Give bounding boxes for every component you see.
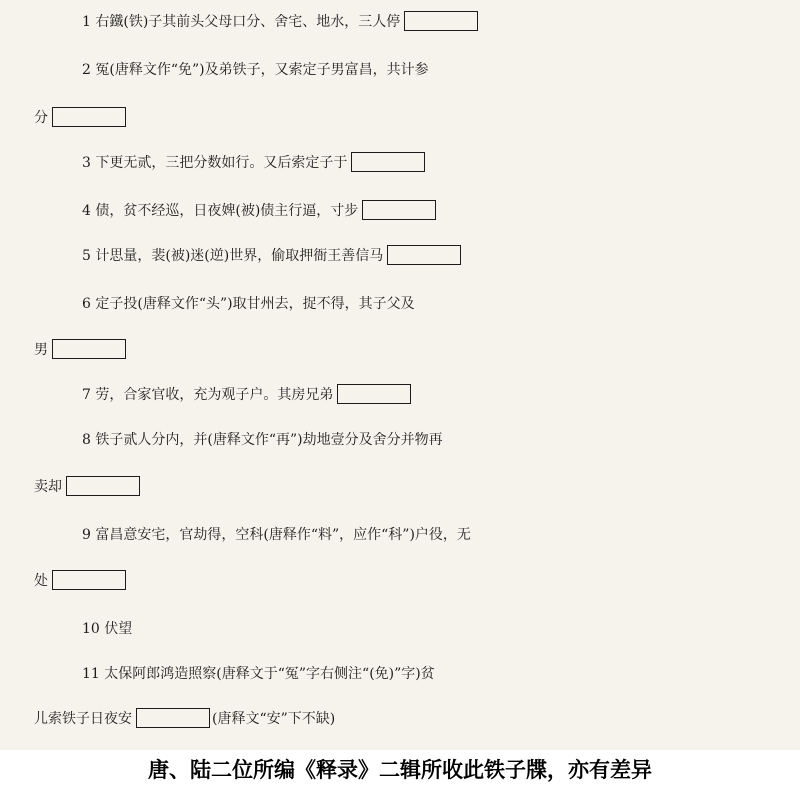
line-11 [0, 656, 800, 692]
line-text: 10 伏望 [82, 621, 133, 637]
lacuna-box [52, 570, 126, 590]
line-text: 分 [34, 110, 48, 126]
line-8-continued [0, 469, 800, 505]
line-6-continued [0, 332, 800, 368]
line-text: 5 计思量，裴(被)迷(逆)世界，偷取押衙王善信马 [82, 248, 384, 264]
line-text: 9 富昌意安宅，官劫得，空科(唐释作“料”，应作“科”)户役，无 [82, 527, 471, 543]
lacuna-box [351, 152, 425, 172]
line-9 [0, 517, 800, 553]
line-text: 11 太保阿郎鸿造照察(唐释文于“冤”字右侧注“(免)”字)贫 [82, 666, 435, 682]
line-2 [0, 52, 800, 88]
lacuna-box [66, 476, 140, 496]
lacuna-box [337, 384, 411, 404]
line-text: 2 冤(唐释文作“免”)及弟铁子，又索定子男富昌，共计参 [82, 62, 429, 78]
line-6 [0, 286, 800, 322]
lacuna-box [404, 11, 478, 31]
line-text: 儿索铁子日夜安 [34, 711, 132, 727]
lacuna-box [52, 339, 126, 359]
line-2-continued [0, 100, 800, 136]
line-8 [0, 422, 800, 458]
lacuna-box [387, 245, 461, 265]
line-text: 6 定子投(唐释文作“头”)取甘州去，捉不得，其子父及 [82, 296, 415, 312]
line-7 [0, 377, 800, 413]
line-text: 7 劳，合家官收，充为观子户。其房兄弟 [82, 387, 334, 403]
line-10 [0, 611, 800, 647]
line-3 [0, 145, 800, 181]
line-text: 处 [34, 573, 48, 589]
line-1 [0, 4, 800, 40]
lacuna-box [136, 708, 210, 728]
lacuna-box [52, 107, 126, 127]
line-text: 卖却 [34, 479, 62, 495]
line-11-continued [0, 701, 800, 737]
line-9-continued [0, 563, 800, 599]
line-text: 1 右鐵(铁)子其前头父母口分、舍宅、地水，三人停 [82, 14, 401, 30]
line-text: 8 铁子贰人分内，并(唐释文作“再”)劫地壹分及舍分并物再 [82, 432, 443, 448]
line-text: 3 下更无贰，三把分数如行。又后索定子于 [82, 155, 348, 171]
lacuna-box [362, 200, 436, 220]
line-annotation: (唐释文“安”下不缺) [212, 711, 336, 727]
line-text: 男 [34, 342, 48, 358]
line-4 [0, 193, 800, 229]
line-text: 4 债，贫不经巡，日夜婢(被)债主行逼，寸步 [82, 203, 359, 219]
figure-caption: 唐、陆二位所编《释录》二辑所收此铁子牒，亦有差异 [148, 758, 652, 782]
line-5 [0, 238, 800, 274]
